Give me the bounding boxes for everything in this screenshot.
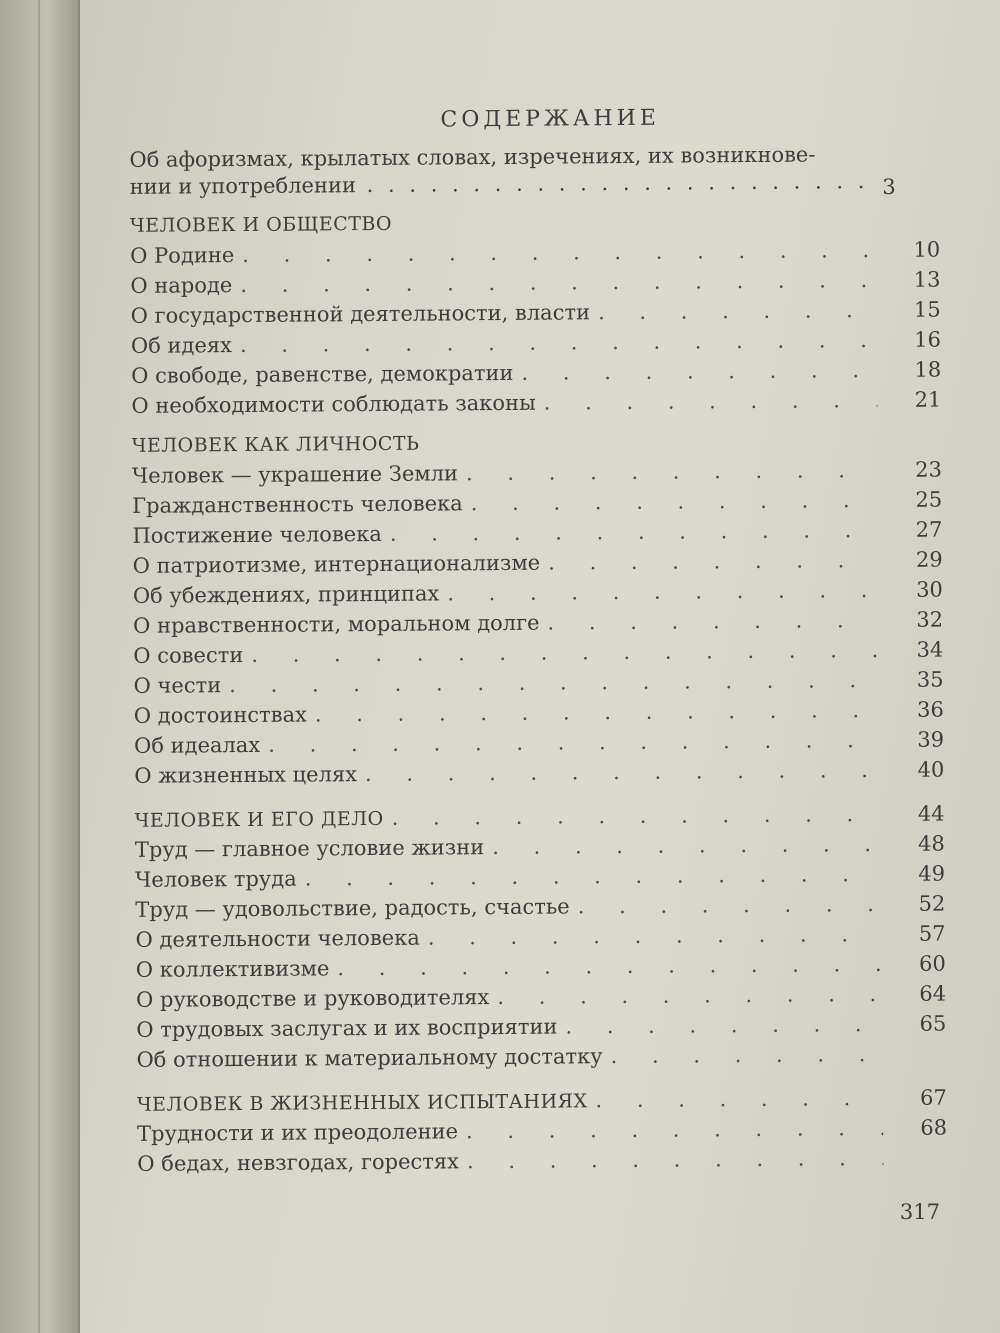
leader-dots (390, 515, 879, 549)
entry-title: Об идеях (130, 333, 233, 358)
page-number: 29 (915, 547, 943, 572)
page-number: 36 (916, 697, 944, 722)
page-number: 21 (914, 387, 942, 412)
entry-title: Труд — удовольствие, радость, счастье (135, 894, 570, 922)
entry-title: О народе (130, 273, 233, 298)
leader-dots (497, 979, 882, 1012)
intro-entry (115, 140, 945, 201)
contents-section (118, 428, 951, 791)
page-fold (38, 0, 40, 1333)
page-number: 13 (913, 267, 941, 292)
entry-title: О чести (133, 673, 222, 698)
contents-sections (116, 208, 954, 1178)
page-number: 35 (916, 667, 944, 692)
leader-dots (598, 295, 877, 327)
contents-section (116, 208, 948, 421)
entry-title: Об идеалах (133, 732, 261, 758)
entry-title: Об отношении к материальному достатку (136, 1044, 603, 1072)
entry-title: О деятельности человека (135, 925, 420, 952)
leader-dots: . . . . . . . . . . . . . . . . . . . . . . . . (355, 169, 869, 198)
entry-title: Человек труда (135, 866, 297, 892)
page-number: 65 (919, 1011, 947, 1036)
page-number: 39 (917, 727, 945, 752)
entry-title: О жизненных целях (134, 762, 358, 788)
contents-section (123, 1082, 954, 1179)
page-number: 30 (916, 577, 943, 602)
leader-dots (547, 605, 879, 638)
entry-title: Человек — украшение Земли (131, 461, 459, 488)
page-number: 44 (917, 801, 945, 826)
leader-dots (578, 889, 882, 921)
leader-dots (268, 725, 880, 760)
leader-dots (242, 235, 876, 270)
contents-page (115, 93, 953, 1182)
leader-dots (565, 1009, 882, 1041)
intro-line-1: Об афоризмах, крылатых словах, изречениях, их возникнове- (129, 142, 816, 172)
contents-entry (117, 384, 947, 421)
entry-title: Трудности и их преодоление (137, 1119, 459, 1146)
page-number: 68 (920, 1115, 948, 1140)
page-number: 64 (919, 981, 947, 1006)
section-title: ЧЕЛОВЕК И ОБЩЕСТВО (129, 212, 393, 237)
entry-title: О руководстве и руководителях (135, 985, 490, 1012)
leader-dots (466, 455, 878, 488)
contents-entry (122, 1038, 952, 1075)
entry-title: О совести (133, 643, 244, 668)
book-gutter (0, 0, 80, 1333)
section-title: ЧЕЛОВЕК КАК ЛИЧНОСТЬ (131, 432, 420, 457)
page-number: 40 (917, 757, 945, 782)
intro-line-2: нии и употреблении (129, 173, 357, 199)
leader-dots (595, 1083, 883, 1115)
entry-title: Об убеждениях, принципах (132, 581, 440, 608)
leader-dots (492, 829, 881, 862)
page-number: 27 (915, 517, 943, 542)
leader-dots (315, 695, 880, 729)
entry-title: Труд — главное условие жизни (134, 835, 485, 862)
page-title: СОДЕРЖАНИЕ (440, 105, 660, 133)
entry-title: О свободе, равенстве, демократии (131, 360, 514, 388)
page-number: 60 (918, 951, 946, 976)
leader-dots (471, 485, 879, 518)
leader-dots (240, 325, 877, 360)
page-folio: 317 (899, 1200, 940, 1224)
page-number: 32 (916, 607, 944, 632)
contents-entry (123, 1142, 953, 1179)
entry-title: О государственной деятельности, власти (130, 300, 591, 328)
entry-title: О трудовых заслугах и их восприятии (136, 1014, 558, 1042)
contents-section (121, 798, 953, 1075)
page-number: 48 (918, 831, 945, 856)
intro-page-number: 3 (882, 174, 896, 199)
page-number: 15 (913, 297, 941, 322)
entry-title: О необходимости соблюдать законы (131, 390, 536, 418)
leader-dots (447, 575, 879, 608)
page-number: 67 (920, 1085, 947, 1110)
entry-title: О коллективизме (135, 956, 330, 982)
leader-dots (610, 1039, 882, 1071)
leader-dots (521, 355, 877, 388)
leader-dots (466, 1113, 883, 1146)
leader-dots (544, 385, 878, 418)
entry-title: О Родине (130, 243, 235, 268)
page-number: 34 (916, 637, 944, 662)
page-number: 25 (915, 487, 943, 512)
entry-title: Гражданственность человека (132, 491, 463, 518)
entry-title: О патриотизме, интернационализме (132, 550, 541, 578)
leader-dots (392, 799, 881, 833)
leader-dots (365, 755, 881, 789)
leader-dots (337, 949, 882, 983)
entry-title: О достоинствах (133, 702, 307, 728)
page-number: 49 (918, 861, 946, 886)
section-title: ЧЕЛОВЕК И ЕГО ДЕЛО (134, 807, 384, 832)
entry-title: О нравственности, моральном долге (133, 610, 540, 638)
leader-dots (240, 265, 876, 300)
leader-dots (467, 1143, 884, 1176)
section-title: ЧЕЛОВЕК В ЖИЗНЕННЫХ ИСПЫТАНИЯХ (136, 1090, 588, 1116)
page-number: 52 (918, 891, 946, 916)
page-number: 16 (914, 327, 942, 352)
leader-dots (428, 919, 882, 953)
entry-title: Постижение человека (132, 521, 382, 548)
leader-dots (305, 859, 882, 894)
contents-entry (120, 754, 950, 791)
page-number: 23 (915, 457, 943, 482)
leader-dots (251, 635, 879, 670)
page-number: 18 (914, 357, 942, 382)
page-number: 57 (918, 921, 946, 946)
entry-title: О бедах, невзгодах, горестях (137, 1149, 460, 1176)
leader-dots (548, 545, 879, 578)
page-number: 10 (913, 237, 941, 262)
